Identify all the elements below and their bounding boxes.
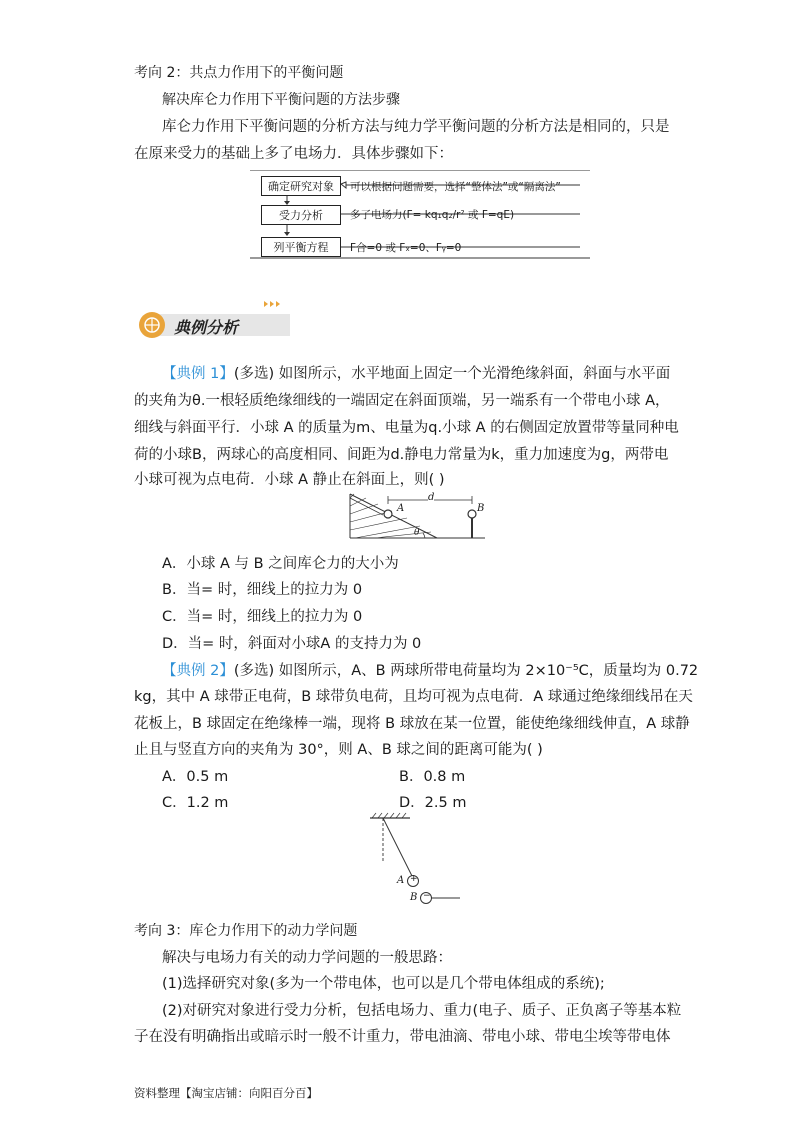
section3-item-2-line-2: 子在没有明确指出或暗示时一般不计重力，带电油滴、带电小球、带电尘埃等带电体 [134,1029,671,1045]
intro-line-1: 库仑力作用下平衡问题的分析方法与纯力学平衡问题的分析方法是相同的，只是 [162,119,670,135]
example2-option-b: B．0.8 m [399,769,466,785]
example1-line-5: 小球可视为点电荷．小球 A 静止在斜面上，则( ) [134,472,445,488]
pendulum-plus-sign: + [410,874,418,884]
flow-step-3-box: 列平衡方程 [261,237,341,257]
example2-option-c: C．1.2 m [162,795,229,811]
flow-step-2-note: 多了电场力(F= kq₁q₂/r² 或 F=qE) [350,209,515,221]
example2-line-1 [162,659,698,680]
flow-step-1-note: 可以根据问题需要，选择“整体法”或“隔离法” [350,181,561,193]
flow-step-2-box: 受力分析 [261,205,341,225]
example2-option-a: A．0.5 m [162,769,229,785]
incline-label-b: B [477,503,485,514]
incline-label-d: d [428,492,435,503]
example2-option-d: D．2.5 m [399,795,467,811]
flow-step-1-box: 确定研究对象 [261,176,341,196]
incline-label-theta: θ [414,528,420,538]
example1-line-3: 细线与斜面平行．小球 A 的质量为m、电量为q.小球 A 的右侧固定放置带等量同种电 [134,420,679,436]
section3-subheading: 解决与电场力有关的动力学问题的一般思路： [162,950,452,966]
intro-line-2: 在原来受力的基础上多了电场力．具体步骤如下： [134,146,453,162]
example2-line-1-text: (多选) 如图所示，A、B 两球所带电荷量均为 2×10⁻⁵C，质量均为 0.72 [233,663,699,679]
section3-item-2-line-1: (2)对研究对象进行受力分析，包括电场力、重力(电子、质子、正负离子等基本粒 [162,1003,682,1019]
section3-item-1: (1)选择研究对象(多为一个带电体，也可以是几个带电体组成的系统); [162,976,605,992]
example2-line-4: 止且与竖直方向的夹角为 30°，则 A、B 球之间的距离可能为( ) [134,742,543,758]
section-subheading: 解决库仑力作用下平衡问题的方法步骤 [162,92,400,108]
example1-line-2: 的夹角为θ.一根轻质绝缘细线的一端固定在斜面顶端，另一端系有一个带电小球 A， [134,393,670,409]
example1-option-b: B．当= 时，细线上的拉力为 0 [162,582,363,598]
example2-line-3: 花板上，B 球固定在绝缘棒一端，现将 B 球放在某一位置，能使绝缘细线伸直，A 球静 [134,716,690,732]
incline-label-a: A [397,503,405,514]
example1-tag: 【典例 1】 [162,366,234,382]
page-footer: 资料整理【淘宝店铺：向阳百分百】 [134,1086,318,1100]
example1-line-1 [162,362,670,383]
flow-step-3-note: F合=0 或 Fₓ=0、Fᵧ=0 [350,242,462,254]
example1-option-c: C．当= 时，细线上的拉力为 0 [162,609,363,625]
example1-line-4: 荷的小球B，两球心的高度相同、间距为d.静电力常量为k，重力加速度为g，两带电 [134,447,669,463]
pendulum-label-b: B [410,892,418,903]
example1-option-a: A．小球 A 与 B 之间库仑力的大小为 [162,556,399,572]
incline-diagram [345,490,495,542]
example2-line-2: kg，其中 A 球带正电荷，B 球带负电荷，且均可视为点电荷．A 球通过绝缘细线吊在天 [134,689,693,705]
example1-line-1-text: (多选) 如图所示，水平地面上固定一个光滑绝缘斜面，斜面与水平面 [233,366,671,382]
example1-option-d: D．当= 时，斜面对小球A 的支持力为 0 [162,636,422,652]
section3-heading: 考向 3：库仑力作用下的动力学问题 [134,923,358,939]
banner-title: 典例分析 [174,318,239,337]
section-heading: 考向 2：共点力作用下的平衡问题 [134,65,344,81]
example2-tag: 【典例 2】 [162,663,234,679]
pendulum-label-a: A [397,875,405,886]
pendulum-minus-sign: − [423,891,431,901]
